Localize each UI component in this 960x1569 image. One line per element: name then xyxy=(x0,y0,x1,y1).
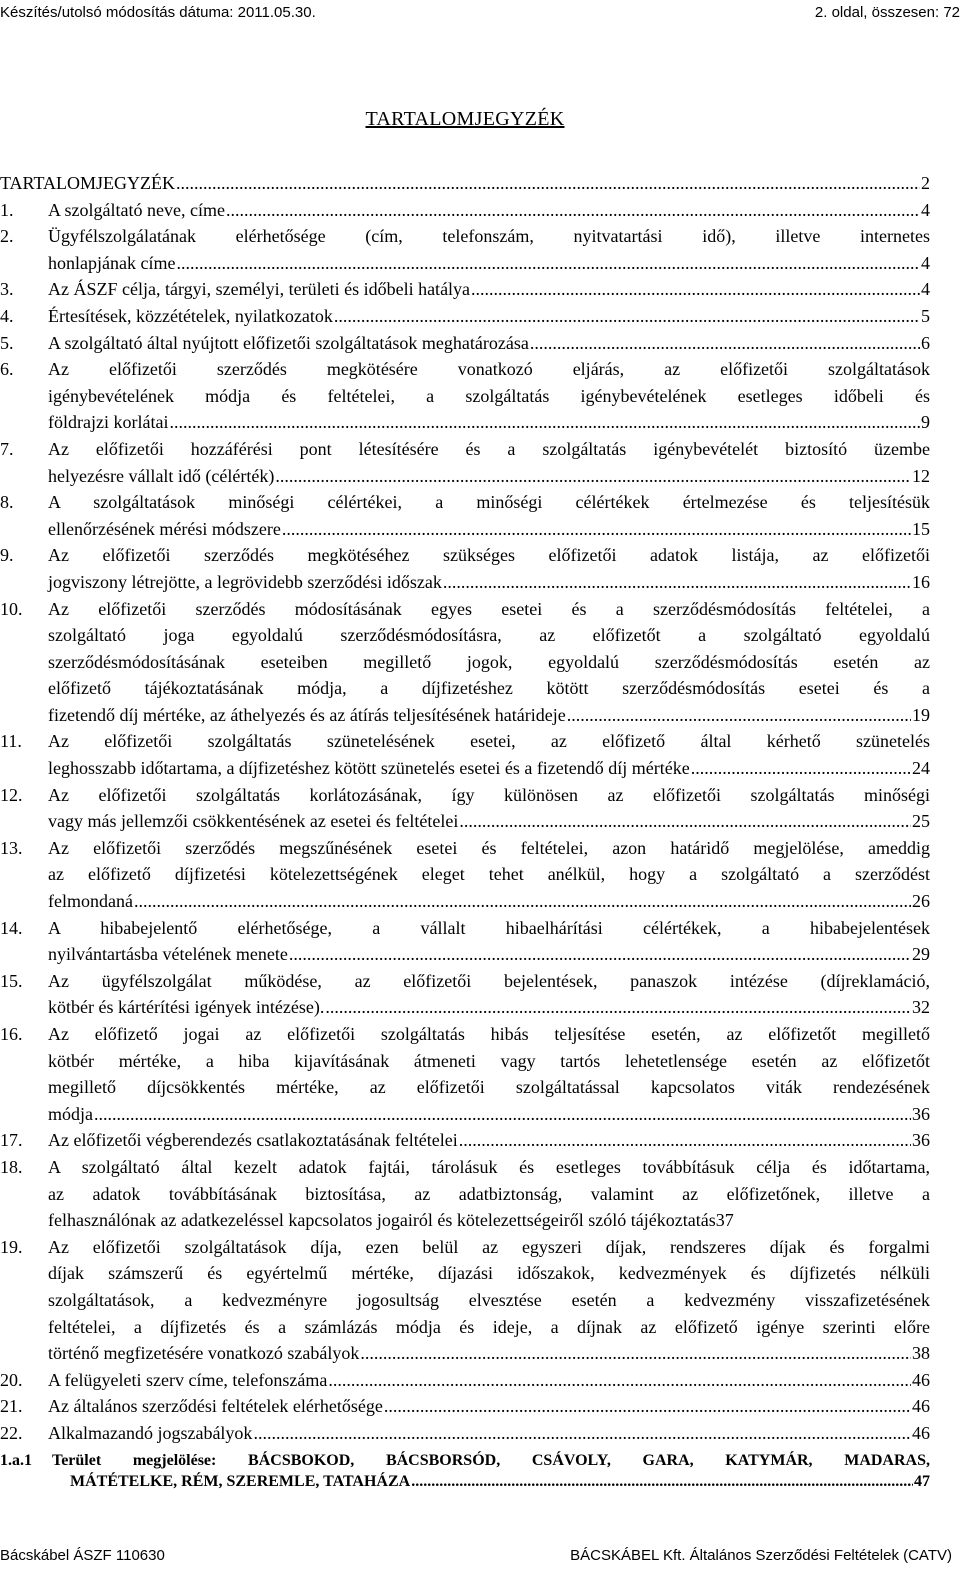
toc-entry-number: 15. xyxy=(0,970,23,991)
footer-company: BÁCSKÁBEL Kft. Általános Szerződési Feltételek (CATV) xyxy=(570,1547,952,1564)
toc-entry[interactable] xyxy=(0,276,930,303)
dot-leader xyxy=(176,250,920,277)
toc-entry-title: Értesítések, közzétételek, nyilatkozatok xyxy=(48,305,333,326)
toc-entry-line: Az előfizetői szolgáltatások díja, ezen belül az egyszeri díjak, rendszeres díjak és forgalmi xyxy=(48,1236,930,1257)
toc-entry[interactable] xyxy=(0,782,930,835)
toc-entry-number: 12. xyxy=(0,784,23,805)
dot-leader xyxy=(328,1367,911,1394)
toc-entry-number: 8. xyxy=(0,492,14,513)
toc-entry[interactable] xyxy=(0,223,930,276)
dot-leader xyxy=(275,463,911,490)
toc-entry-last-line xyxy=(48,1127,930,1154)
toc-entry-title: helyezésre vállalt idő (célérték) xyxy=(48,465,275,486)
toc-entry-number: 10. xyxy=(0,598,23,619)
toc-entry-number: 16. xyxy=(0,1024,23,1044)
toc-entry-title: nyilvántartásba vételének menete xyxy=(48,944,288,965)
toc-entry-line: előfizető tájékoztatásának módja, a díjfizetéshez kötött szerződésmódosítás esetei és a xyxy=(48,678,930,699)
toc-entry[interactable] xyxy=(0,1367,930,1394)
page-header xyxy=(0,4,960,26)
toc-entry-last-line xyxy=(48,1420,930,1447)
toc-entry[interactable] xyxy=(0,1021,930,1127)
dot-leader xyxy=(176,170,920,197)
toc-page-number: 32 xyxy=(912,997,930,1018)
toc-entry[interactable] xyxy=(0,728,930,781)
toc-entry-number: 6. xyxy=(0,359,14,380)
toc-page-number: 4 xyxy=(921,279,930,300)
toc-entry-line: díjak számszerű és egyértelmű mértéke, díjazási időszakok, kedvezmények és díjfizetés nélküli xyxy=(48,1263,930,1284)
toc-entry-number: 7. xyxy=(0,438,14,459)
toc-entry-last-line xyxy=(48,1367,930,1394)
toc-entry-line: az adatok továbbításának biztosítása, az adatbiztonság, valamint az előfizetőnek, illetve a xyxy=(48,1183,930,1204)
toc-entry-title: honlapjának címe xyxy=(48,252,176,273)
toc-page-number: 46 xyxy=(912,1422,930,1443)
toc-entry-title: Az előfizetői végberendezés csatlakoztatásának feltételei xyxy=(48,1130,458,1151)
dot-leader xyxy=(289,941,911,968)
toc-entry-last-line xyxy=(48,516,930,543)
toc-page-number: 26 xyxy=(912,891,930,912)
toc-entry[interactable] xyxy=(0,303,930,330)
toc-entry-title: jogviszony létrejötte, a legrövidebb szerződési időszak xyxy=(48,571,442,592)
toc-entry-last-line xyxy=(48,755,930,782)
page-footer xyxy=(0,1545,960,1569)
toc-entry-last-line xyxy=(48,1207,930,1234)
toc-page-number: 4 xyxy=(921,199,930,220)
toc-page-number: 2 xyxy=(921,173,930,193)
toc-entry-last-line xyxy=(0,170,930,197)
toc-entry-number: 20. xyxy=(0,1369,23,1390)
toc-page-number: 37 xyxy=(715,1210,734,1231)
toc-entry-number: 3. xyxy=(0,279,14,300)
toc-entry-line: szerződésmódosításának eseteiben megillető jogok, egyoldalú szerződésmódosítás esetén az xyxy=(48,651,930,672)
toc-entry[interactable] xyxy=(0,1420,930,1447)
toc-entry-last-line xyxy=(48,330,930,357)
toc-page-number: 15 xyxy=(912,518,930,539)
toc-page-number: 46 xyxy=(912,1396,930,1417)
dot-leader xyxy=(360,1340,911,1367)
toc-entry-last-line xyxy=(48,1393,930,1420)
toc-entry-number: 17. xyxy=(0,1130,23,1151)
toc-subentry-line: Terület megjelölése: BÁCSBOKOD, BÁCSBORSÓD, CSÁVOLY, GARA, KATYMÁR, MADARAS, xyxy=(52,1451,930,1469)
toc-page-number: 36 xyxy=(912,1103,930,1124)
dot-leader xyxy=(282,516,911,543)
dot-leader xyxy=(530,330,920,357)
toc-page-number: 38 xyxy=(912,1343,930,1364)
toc-entry-line: Ügyfélszolgálatának elérhetősége (cím, telefonszám, nyitvatartási idő), illetve internetes xyxy=(48,226,930,247)
toc-page-number: 6 xyxy=(921,332,930,353)
toc-entry-title: Az általános szerződési feltételek elérhetősége xyxy=(48,1396,383,1417)
dot-leader xyxy=(226,197,920,224)
toc-entry-number: 9. xyxy=(0,545,14,566)
toc-entry-title: kötbér és kártérítési igények intézése). xyxy=(48,997,325,1018)
toc-entry[interactable] xyxy=(0,330,930,357)
toc-entry[interactable] xyxy=(0,968,930,1021)
toc-subentry-last-line xyxy=(0,1471,930,1492)
toc-entry-number: 22. xyxy=(0,1422,23,1443)
dot-leader xyxy=(411,1471,913,1492)
toc-entry-line: szolgáltató joga egyoldalú szerződésmódosításra, az előfizetőt a szolgáltató egyoldalú xyxy=(48,625,930,646)
toc-entry-number: 4. xyxy=(0,305,14,326)
toc-page-number: 16 xyxy=(912,571,930,592)
toc-page-number: 46 xyxy=(912,1369,930,1390)
toc-entry[interactable] xyxy=(0,170,930,197)
toc-page-number: 19 xyxy=(912,704,930,725)
toc-entry-line: Az előfizetői szerződés megkötéséhez szükséges előfizetői adatok listája, az előfizetői xyxy=(48,545,930,566)
dot-leader xyxy=(459,1127,911,1154)
toc-entry-line: Az ügyfélszolgálat működése, az előfizetői bejelentések, panaszok intézése (díjreklamáció, xyxy=(48,970,930,991)
toc-entry-last-line xyxy=(48,569,930,596)
toc-subentry-number: 1.a.1 xyxy=(0,1451,32,1469)
toc-entry-title: ellenőrzésének mérési módszere xyxy=(48,518,281,539)
toc-entry-last-line xyxy=(48,1101,930,1128)
toc-entry-line: Az előfizetői szerződés megkötésére vonatkozó eljárás, az előfizetői szolgáltatások xyxy=(48,359,930,380)
toc-entry[interactable] xyxy=(0,1393,930,1420)
toc-entry[interactable] xyxy=(0,489,930,542)
toc-entry[interactable] xyxy=(0,436,930,489)
dot-leader xyxy=(567,702,911,729)
dot-leader xyxy=(471,276,920,303)
toc-entry-title: A szolgáltató által nyújtott előfizetői szolgáltatások meghatározása xyxy=(48,332,529,353)
toc-entry-line: feltételei, a díjfizetés és a számlázás módja és ideje, a díjnak az előfizető igénye szerinti előre xyxy=(48,1316,930,1337)
toc-entry-last-line xyxy=(48,276,930,303)
toc-page-number: 12 xyxy=(912,465,930,486)
toc-subentry[interactable] xyxy=(0,1450,930,1492)
toc-entry-title: történő megfizetésére vonatkozó szabályok xyxy=(48,1343,360,1364)
toc-entry[interactable] xyxy=(0,835,930,915)
toc-entry-last-line xyxy=(48,250,930,277)
toc-entry-title: TARTALOMJEGYZÉK xyxy=(0,173,176,193)
toc-entry-number: 2. xyxy=(0,226,14,247)
toc-entry-number: 21. xyxy=(0,1396,23,1417)
dot-leader xyxy=(94,1101,911,1128)
toc-entry-line: A szolgáltatások minőségi célértékei, a minőségi célértékek értelmezése és teljesítésük xyxy=(48,492,930,513)
toc-entry[interactable] xyxy=(0,1127,930,1154)
toc-entry-line: megillető díjcsökkentés mértéke, az előfizetői szolgáltatással kapcsolatos viták rendezésének xyxy=(48,1077,930,1098)
toc-subentry-title: MÁTÉTELKE, RÉM, SZEREMLE, TATAHÁZA xyxy=(70,1472,411,1490)
toc-entry-last-line xyxy=(48,808,930,835)
toc-entry[interactable] xyxy=(0,197,930,224)
toc-entry-last-line xyxy=(48,463,930,490)
toc-page-number: 36 xyxy=(912,1130,930,1151)
toc-entry-number: 18. xyxy=(0,1156,23,1177)
toc-entry-last-line xyxy=(48,702,930,729)
toc-entry-last-line xyxy=(48,197,930,224)
header-date: Készítés/utolsó módosítás dátuma: 2011.05.30. xyxy=(0,4,316,21)
header-page-count: 2. oldal, összesen: 72 xyxy=(814,4,960,21)
toc-entry-last-line xyxy=(48,1340,930,1367)
toc-entry[interactable] xyxy=(0,542,930,595)
toc-entry[interactable] xyxy=(0,1234,930,1367)
dot-leader xyxy=(384,1393,911,1420)
toc-entry-number: 5. xyxy=(0,332,14,353)
toc-entry-last-line xyxy=(48,303,930,330)
table-of-contents xyxy=(0,170,930,1492)
toc-entry-line: Az előfizető jogai az előfizetői szolgáltatás hibás teljesítése esetén, az előfizetőt megillető xyxy=(48,1024,930,1044)
toc-entry-title: A felügyeleti szerv címe, telefonszáma xyxy=(48,1369,328,1390)
toc-page-number: 29 xyxy=(912,944,930,965)
toc-entry-line: szolgáltatások, a kedvezményre jogosultság elvesztése esetén a kedvezmény visszafizetésének xyxy=(48,1289,930,1310)
toc-entry[interactable] xyxy=(0,596,930,729)
page-title: TARTALOMJEGYZÉK xyxy=(365,108,565,130)
toc-entry-last-line xyxy=(48,941,930,968)
toc-entry-title: felmondaná xyxy=(48,891,133,912)
toc-entry-number: 14. xyxy=(0,917,23,938)
toc-entry-number: 1. xyxy=(0,199,14,220)
toc-page-number: 25 xyxy=(912,811,930,832)
dot-leader xyxy=(691,755,911,782)
dot-leader xyxy=(134,888,911,915)
toc-entry-line: A hibabejelentő elérhetősége, a vállalt hibaelhárítási célértékek, a hibabejelentések xyxy=(48,917,930,938)
toc-entry-line: Az előfizetői szerződés megszűnésének esetei és feltételei, azon határidő megjelölése, ameddig xyxy=(48,837,930,858)
toc-entry-line: Az előfizetői szerződés módosításának egyes esetei és a szerződésmódosítás feltételei, a xyxy=(48,598,930,619)
toc-entry-line: Az előfizetői szolgáltatás korlátozásának, így különösen az előfizetői szolgáltatás minőségi xyxy=(48,784,930,805)
dot-leader xyxy=(325,994,911,1021)
toc-entry-last-line xyxy=(48,409,930,436)
toc-entry-line: Az előfizetői szolgáltatás szünetelésének esetei, az előfizető által kérhető szünetelés xyxy=(48,731,930,752)
toc-entry-line: kötbér mértéke, a hiba kijavításának átmeneti vagy tartós lehetetlensége esetén az előfizetőt xyxy=(48,1050,930,1071)
toc-page-number: 24 xyxy=(912,758,930,779)
toc-page-number: 9 xyxy=(921,412,930,433)
toc-page-number: 4 xyxy=(921,252,930,273)
dot-leader xyxy=(459,808,911,835)
footer-doc-id: Bácskábel ÁSZF 110630 xyxy=(0,1547,165,1564)
toc-entry-last-line xyxy=(48,994,930,1021)
toc-page-number: 47 xyxy=(914,1472,930,1490)
toc-entry-title: fizetendő díj mértéke, az áthelyezés és az átírás teljesítésének határideje xyxy=(48,704,566,725)
toc-entry-number: 11. xyxy=(0,731,22,752)
toc-entry-line: igénybevételének módja és feltételei, a szolgáltatás igénybevételének esetleges időbeli és xyxy=(48,385,930,406)
dot-leader xyxy=(169,409,920,436)
toc-entry-number: 13. xyxy=(0,837,23,858)
dot-leader xyxy=(443,569,911,596)
toc-entry-line: A szolgáltató által kezelt adatok fajtái, tárolásuk és esetleges továbbításuk célja és időtartama, xyxy=(48,1156,930,1177)
toc-entry-title: módja xyxy=(48,1103,93,1124)
toc-entry[interactable] xyxy=(0,1154,930,1234)
toc-entry-line: az előfizető díjfizetési kötelezettségének eleget tehet anélkül, hogy a szolgáltató a szerződést xyxy=(48,864,930,885)
toc-entry-number: 19. xyxy=(0,1236,23,1257)
toc-entry-title: felhasználónak az adatkezeléssel kapcsolatos jogairól és kötelezettségeiről szóló tájékoztatás xyxy=(48,1210,716,1231)
toc-entry-title: A szolgáltató neve, címe xyxy=(48,199,225,220)
dot-leader xyxy=(253,1420,911,1447)
toc-entry-last-line xyxy=(48,888,930,915)
toc-entry[interactable] xyxy=(0,915,930,968)
toc-entry-title: földrajzi korlátai xyxy=(48,412,169,433)
toc-entry-title: vagy más jellemzői csökkentésének az esetei és feltételei xyxy=(48,811,459,832)
toc-page-number: 5 xyxy=(921,305,930,326)
dot-leader xyxy=(334,303,920,330)
toc-entry[interactable] xyxy=(0,356,930,436)
toc-entry-line: Az előfizetői hozzáférési pont létesítésére és a szolgáltatás igénybevételét biztosító üzembe xyxy=(48,438,930,459)
toc-entry-title: Az ÁSZF célja, tárgyi, személyi, területi és időbeli hatálya xyxy=(48,279,471,300)
toc-entry-title: Alkalmazandó jogszabályok xyxy=(48,1422,253,1443)
toc-entry-title: leghosszabb időtartama, a díjfizetéshez kötött szünetelés esetei és a fizetendő díj mértéke xyxy=(48,758,690,779)
